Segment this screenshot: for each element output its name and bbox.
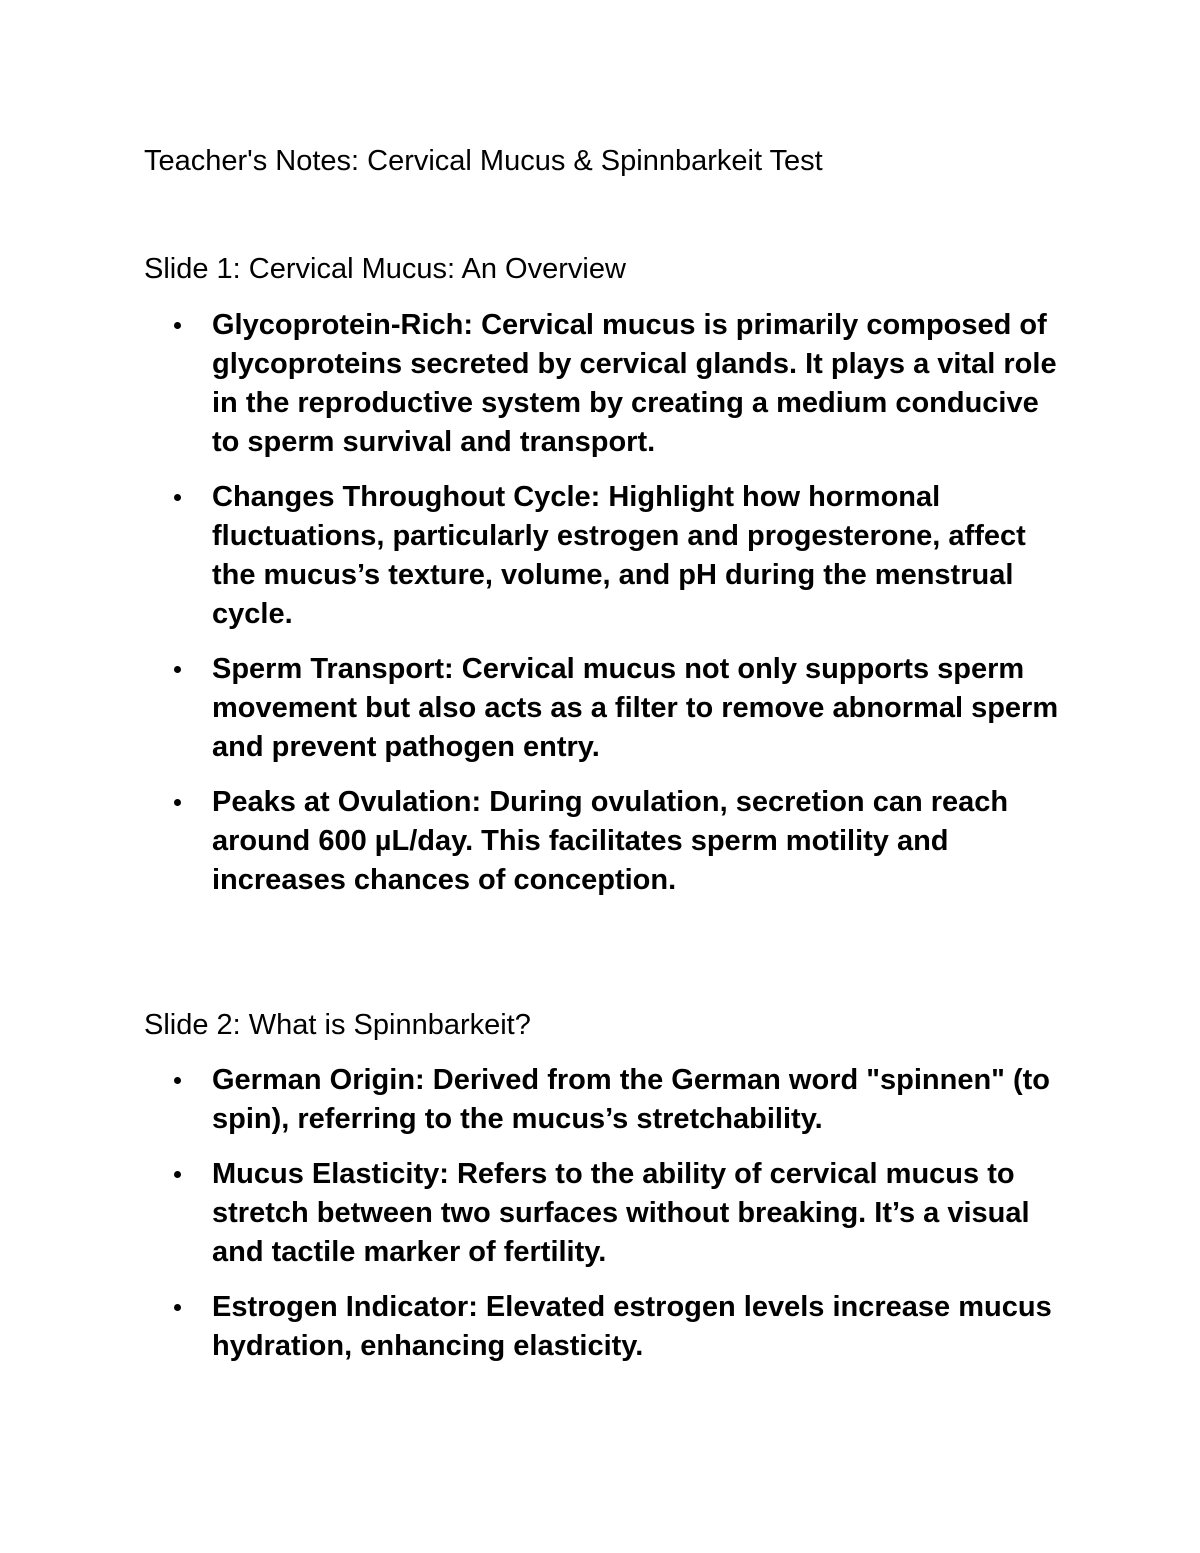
bullet-text: During ovulation, secretion can reach around 600 µL/day. This facilitates sperm motility and increases chances of conception. [212, 786, 1009, 896]
bullet-dot-icon [174, 666, 181, 673]
bullet-text: Refers to the ability of cervical mucus to stretch between two surfaces without breaking. It’s a visual and tactile marker of fertility. [212, 1158, 1030, 1268]
bullet-sperm-transport [144, 650, 1064, 767]
bullet-changes-throughout-cycle [144, 478, 1064, 634]
slide-1-bullet-list [144, 306, 1064, 916]
bullet-label: Changes Throughout Cycle: [212, 481, 601, 513]
bullet-label: Glycoprotein-Rich: [212, 309, 474, 341]
slide-2-heading: Slide 2: What is Spinnbarkeit? [144, 1009, 531, 1041]
bullet-label: German Origin: [212, 1064, 425, 1096]
bullet-dot-icon [174, 494, 181, 501]
bullet-label: Estrogen Indicator: [212, 1291, 478, 1323]
bullet-dot-icon [174, 322, 181, 329]
document-title: Teacher's Notes: Cervical Mucus & Spinnbarkeit Test [144, 145, 823, 177]
bullet-dot-icon [174, 1304, 181, 1311]
slide-1-heading: Slide 1: Cervical Mucus: An Overview [144, 253, 626, 285]
bullet-dot-icon [174, 1171, 181, 1178]
bullet-glycoprotein-rich [144, 306, 1064, 462]
bullet-text: Elevated estrogen levels increase mucus hydration, enhancing elasticity. [212, 1291, 1052, 1362]
bullet-text: Derived from the German word "spinnen" (to spin), referring to the mucus’s stretchability. [212, 1064, 1051, 1135]
bullet-label: Peaks at Ovulation: [212, 786, 482, 818]
bullet-text: Cervical mucus not only supports sperm movement but also acts as a filter to remove abnormal sperm and prevent pathogen entry. [212, 653, 1059, 763]
bullet-mucus-elasticity [144, 1155, 1064, 1272]
bullet-german-origin [144, 1061, 1064, 1139]
bullet-estrogen-indicator [144, 1288, 1064, 1366]
bullet-dot-icon [174, 1077, 181, 1084]
bullet-peaks-at-ovulation [144, 783, 1064, 900]
bullet-text: Highlight how hormonal fluctuations, particularly estrogen and progesterone, affect the mucus’s texture, volume, and pH during the menstrual cycle. [212, 481, 1026, 630]
bullet-label: Sperm Transport: [212, 653, 454, 685]
slide-2-bullet-list [144, 1061, 1064, 1382]
bullet-dot-icon [174, 799, 181, 806]
bullet-text: Cervical mucus is primarily composed of glycoproteins secreted by cervical glands. It plays a vital role in the reproductive system by creating a medium conducive to sperm survival and transport. [212, 309, 1057, 458]
bullet-label: Mucus Elasticity: [212, 1158, 449, 1190]
